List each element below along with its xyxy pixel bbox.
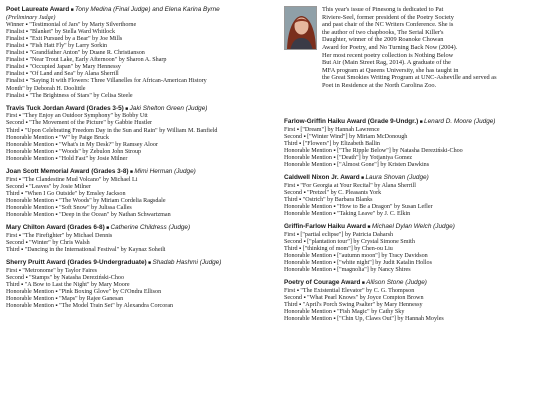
award-header: [6, 259, 268, 268]
award-judge: Lenard D. Moore (Judge): [424, 118, 496, 125]
dedication-line: Riviere-Seel, former president of the Poetry Society: [322, 13, 454, 21]
award-entry: Second ▪ "Leaves" by Josie Milner: [6, 183, 91, 190]
bullet-icon: ■: [69, 7, 76, 13]
award-entry: Honorable Mention ▪ "The Woods" by Miriam Cordelia Ragsdale: [6, 197, 166, 204]
award-entry: Honorable Mention ▪ "W" by Paige Bruck: [6, 134, 109, 141]
award-entry: Second ▪ "The Movement of the Picture" by Gabbie Hustler: [6, 120, 153, 127]
award-entry: First ▪ "Metronome" by Taylor Faires: [6, 267, 98, 274]
bullet-icon: ■: [123, 105, 130, 112]
award-judge-note: (Preliminary Judge): [6, 14, 56, 21]
award-entry: Honorable Mention ▪ ["magnolia"] by Nancy Shires: [284, 267, 411, 274]
award-section-mary-chilton: [6, 224, 268, 254]
award-entry: Honorable Mention ▪ "How to Be a Dragon" by Susan Lefler: [284, 204, 433, 211]
award-entry: Third ▪ "Dancing in the International Festival" by Kaynaz Soheili: [6, 246, 166, 253]
award-section-griffin-farlow-haiku: [284, 223, 530, 274]
award-entry: Second ▪ "What Pearl Knows" by Joyce Compton Brown: [284, 295, 424, 302]
award-entry: Second ▪ ["Winter Wind"] by Miriam McDonough: [284, 133, 408, 140]
award-entry: Finalist ▪ "Occupied Japan" by Mary Hennessy: [6, 64, 121, 71]
award-title: Farlow-Griffin Haiku Award (Grade 9-Undgr.): [284, 118, 419, 125]
bullet-icon: ■: [359, 175, 366, 182]
award-title: Caldwell Nixon Jr. Award: [284, 174, 360, 182]
award-entry: First ▪ "The Existential Elevator" by C. G. Thompson: [284, 287, 415, 294]
award-entry: Honorable Mention ▪ "What's in My Desk?" by Ramsey Aloor: [6, 141, 158, 148]
award-entry: Finalist ▪ "Of Land and Sea" by Alana Sherrill: [6, 71, 119, 78]
bullet-icon: ■: [146, 260, 153, 266]
award-entry: Honorable Mention ▪ ["Chin Up, Claws Out"] by Hannah Moyles: [284, 316, 444, 323]
award-entry: Finalist ▪ "Saying It with Flowers: Three Villanelles for African-American History: [6, 78, 207, 85]
award-entry: First ▪ ["Dream"] by Hannah Lawrence: [284, 126, 380, 133]
award-title: Joan Scott Memorial Award (Grades 3-8): [6, 167, 129, 175]
award-entry: Second ▪ "Stamps" by Natasha Dereziński-Choo: [6, 274, 124, 281]
award-judge: Michael Dylan Welch (Judge): [371, 223, 455, 231]
bullet-icon: ■: [104, 225, 111, 232]
award-header: [284, 279, 530, 288]
award-judge: Mimi Herman (Judge): [134, 167, 196, 175]
award-header: [284, 223, 530, 232]
award-entry: Third ▪ "A Bow to Last the Night" by Mary Moore: [6, 281, 130, 288]
award-header: [6, 6, 268, 15]
award-entry: Honorable Mention ▪ ["Almost Gone"] by Kristen Dawkins: [284, 162, 430, 169]
portrait-icon: [285, 7, 317, 50]
award-entry: Finalist ▪ "Grandfather Anton" by Duane R. Christianson: [6, 50, 145, 57]
award-entry: Honorable Mention ▪ ["The Ripple Below"] by Natasha Dereziński-Choo: [284, 147, 463, 154]
award-section-poetry-of-courage: [284, 279, 530, 323]
award-judge: Shadab Hashmi (Judge): [152, 259, 222, 266]
right-sections: [284, 118, 530, 323]
award-entry: Second ▪ "Pretzel" by C. Pleasants York: [284, 189, 382, 196]
award-entry: Finalist ▪ "Near Trout Lake, Early Afternoon" by Sharon A. Sharp: [6, 57, 167, 64]
award-entry: Honorable Mention ▪ "Woods" by Zebulon John Stroup: [6, 148, 142, 155]
award-title: Griffin-Farlow Haiku Award: [284, 223, 367, 231]
award-entry: First ▪ "For Georgia at Your Recital" by Alana Sherrill: [284, 182, 416, 189]
award-entry: Honorable Mention ▪ "Deep in the Ocean" by Nathan Schwartzman: [6, 212, 171, 219]
left-column: [6, 6, 268, 315]
dedication-line: Award for Poetry, and No Turning Back Now (2004).: [322, 43, 458, 51]
dedication-block: [284, 6, 530, 110]
bullet-icon: ■: [360, 280, 367, 287]
award-entry: Finalist ▪ "Blanket" by Stella Ward Whitlock: [6, 28, 115, 35]
award-entry: Third ▪ "Ostrich" by Barbara Blanks: [284, 196, 373, 203]
award-entry: First ▪ "The Clandestine Mud Volcano" by Michael Li: [6, 176, 138, 183]
award-entry: Second ▪ ["plantation tour"] by Crystal Simone Smith: [284, 238, 415, 245]
award-entry: Honorable Mention ▪ ["autumn moon"] by Tracy Davidson: [284, 253, 428, 260]
award-header: [6, 105, 268, 114]
dedication-line: But Air (Main Street Rag, 2014). A graduate of the: [322, 59, 451, 67]
award-title: Travis Tuck Jordan Award (Grades 3-5): [6, 104, 124, 112]
award-title: Mary Chilton Award (Grades 6-8): [6, 224, 105, 232]
dedication-text: [322, 6, 530, 90]
award-section-poet-laureate: [6, 6, 268, 100]
award-entry: Third ▪ "When I Go Outside" by Emsley Jackson: [6, 190, 126, 197]
award-entry: Second ▪ "Winter" by Chris Walsh: [6, 239, 90, 246]
award-entry: Honorable Mention ▪ "Maps" by Rajee Ganesan: [6, 295, 124, 302]
award-section-joan-scott: [6, 168, 268, 219]
bullet-icon: ■: [366, 224, 372, 231]
bullet-icon: ■: [128, 168, 135, 175]
award-header: [6, 168, 268, 177]
award-section-travis-tuck-jordan: [6, 105, 268, 163]
award-judge: Jaki Shelton Green (Judge): [129, 104, 208, 112]
bullet-icon: ■: [418, 119, 425, 125]
award-header: [284, 174, 530, 183]
award-entry: Honorable Mention ▪ "Taking Leave" by J. C. Elkin: [284, 211, 411, 218]
award-judge: Tony Medina (Final Judge) and Elena Karina Byrne: [75, 6, 220, 13]
dedication-line: MFA program at Queens University, she has taught in: [322, 66, 459, 74]
award-entry: First ▪ "They Enjoy an Outdoor Symphony" by Bobby Utt: [6, 113, 148, 120]
award-entry: Month" by Deborah H. Doolittle: [6, 85, 86, 92]
award-title: Sherry Pruitt Award (Grades 9-Undergraduate): [6, 259, 147, 266]
award-section-caldwell-nixon: [284, 174, 530, 218]
dedication-line: Her most recent poetry collection is Nothing Below: [322, 51, 454, 59]
award-entry: Third ▪ "Upon Celebrating Freedom Day in the Sun and Rain" by William M. Banfield: [6, 127, 218, 134]
award-entry: Honorable Mention ▪ ["Death"] by Yotjaniya Gomez: [284, 154, 413, 161]
award-entry: First ▪ "The Firefighter" by Michael Dennis: [6, 232, 113, 239]
award-judge: Catherine Childress (Judge): [110, 224, 191, 232]
award-header: [6, 224, 268, 233]
award-entry: Third ▪ "April's Porch Swing Psalter" by Mary Hennessy: [284, 302, 423, 309]
award-entry: Winner ▪ "Testimonial of Jars" by Marty Silverthorne: [6, 21, 137, 28]
award-entry: Finalist ▪ "Exit Pursued by a Bear" by Joe Mills: [6, 35, 123, 42]
portrait-photo: [284, 6, 317, 50]
award-entry: Honorable Mention ▪ "Pink Boxing Glove" by Ci'Ondra Ellison: [6, 288, 162, 295]
dedication-line: Daughter, winner of the 2009 Roanoke Chowan: [322, 36, 444, 44]
award-entry: Third ▪ ["thinking of mom"] by Chen-ou Liu: [284, 246, 393, 252]
award-entry: Honorable Mention ▪ "Hold Fast" by Josie Milner: [6, 155, 128, 162]
dedication-line: This year's issue of Pinesong is dedicated to Pat: [322, 6, 444, 13]
award-section-farlow-griffin-haiku: [284, 118, 530, 169]
award-entry: Finalist ▪ "The Brightness of Stars" by Celisa Steele: [6, 92, 133, 99]
award-entry: Finalist ▪ "Fish Hatt Fly" by Larry Sorkin: [6, 42, 108, 49]
award-entry: First ▪ ["partial eclipse"] by Patricia Daharsh: [284, 231, 394, 238]
award-judge: Laura Shovan (Judge): [365, 174, 429, 182]
dedication-line: and past chair of the NC Writers Conference. She is: [322, 21, 454, 29]
award-title: Poetry of Courage Award: [284, 279, 361, 287]
award-judge: Allison Stone (Judge): [366, 279, 427, 287]
award-header: [284, 118, 530, 127]
award-entry: Honorable Mention ▪ ["white night"] by Judit Katalin Hollos: [284, 260, 432, 267]
award-entry: Third ▪ ["Flowers"] by Elizabeth Ballin: [284, 140, 380, 147]
award-entry: Honorable Mention ▪ "The Model Train Set" by Alexandra Corcoran: [6, 303, 174, 310]
award-entry: Honorable Mention ▪ "Fish Magic" by Cathy Sky: [284, 309, 405, 316]
right-column: [284, 6, 530, 328]
award-section-sherry-pruitt: [6, 259, 268, 310]
award-entry: Honorable Mention ▪ "Soft Snow" by Julissa Calles: [6, 204, 132, 211]
dedication-line: the Great Smokies Writing Program at UNC-Asheville and served as: [322, 74, 497, 82]
award-title: Poet Laureate Award: [6, 6, 70, 13]
dedication-line: Poet in Residence at the North Carolina Zoo.: [322, 81, 437, 89]
dedication-line: the author of two chapbooks, The Serial Killer's: [322, 28, 444, 36]
